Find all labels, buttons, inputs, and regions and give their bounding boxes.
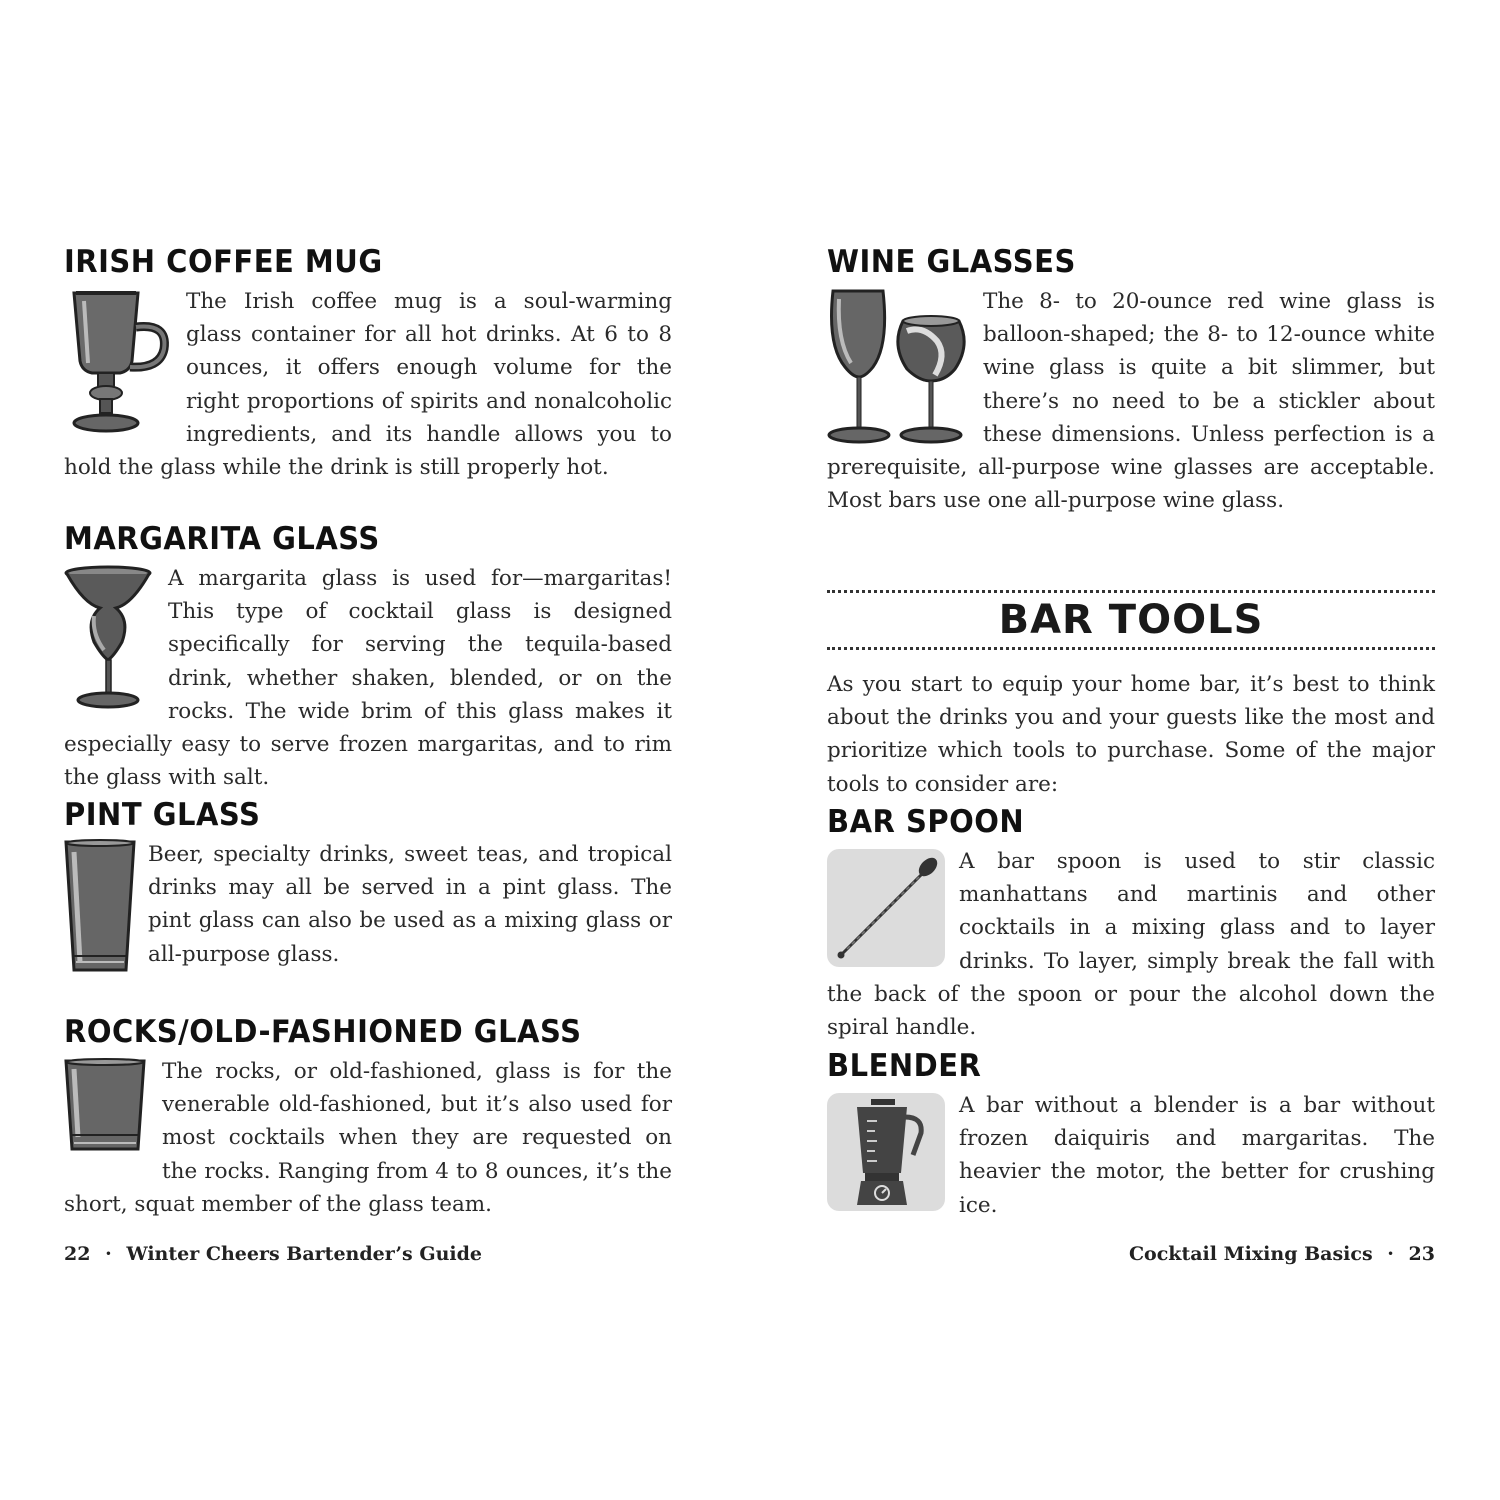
section-body: The Irish coffee mug is a soul-warming glass container for all hot drinks. At 6 to 8 ounces, it offers enough volume for the right proportions of spirits and nonalcoholic ingredients, and its handle allows you to hold the glass while the drink is still properly hot.	[64, 289, 672, 481]
section-irish-coffee-mug	[64, 243, 672, 484]
page-number: 22	[64, 1243, 91, 1265]
chapter-title: Cocktail Mixing Basics	[1128, 1243, 1373, 1265]
footer-separator: ·	[105, 1243, 112, 1265]
section-heading: MARGARITA GLASS	[64, 520, 380, 557]
section-heading: PINT GLASS	[64, 796, 261, 833]
bar-tools-intro	[827, 668, 1435, 801]
left-footer	[64, 1243, 482, 1265]
divider-bottom	[827, 647, 1435, 650]
section-body: Beer, specialty drinks, sweet teas, and tropical drinks may all be served in a pint glass. The pint glass can also be used as a mixing glass or all-purpose glass.	[148, 842, 672, 967]
right-footer	[1129, 1243, 1435, 1265]
irish-coffee-mug-icon	[64, 287, 172, 437]
bar-spoon-icon	[827, 849, 945, 967]
section-body: A margarita glass is used for—margaritas! This type of cocktail glass is designed specifically for serving the tequila-based drink, whether shaken, blended, or on the rocks. The wide brim of this glass makes it especially easy to serve frozen margaritas, and to rim the glass with salt.	[64, 566, 672, 791]
section-blender	[827, 1047, 1435, 1222]
section-margarita-glass	[64, 520, 672, 794]
divider-top	[827, 590, 1435, 593]
section-heading: BLENDER	[827, 1047, 982, 1084]
footer-separator: ·	[1387, 1243, 1394, 1265]
pint-glass-icon	[64, 838, 138, 978]
section-body: A bar without a blender is a bar without frozen daiquiris and margaritas. The heavier the motor, the better for crushing ice.	[959, 1093, 1435, 1218]
section-pint-glass	[64, 796, 672, 978]
bar-tools-title: BAR TOOLS	[998, 597, 1264, 643]
intro-text: As you start to equip your home bar, it’s best to think about the drinks you and your guests like the most and prioritize which tools to purchase. Some of the major tools to consider are:	[827, 672, 1435, 797]
rocks-glass-icon	[64, 1057, 148, 1157]
section-body: The 8- to 20-ounce red wine glass is balloon-shaped; the 8- to 12-ounce white wine glass is quite a bit slimmer, but there’s no need to be a stickler about these dimensions. Unless perfection is a prerequisite, all-purpose wine glasses are acceptable. Most bars use one all-purpose wine glass.	[827, 289, 1435, 514]
margarita-glass-icon	[64, 564, 156, 714]
wine-glasses-icon	[827, 285, 971, 447]
section-bar-spoon	[827, 803, 1435, 1044]
section-body: A bar spoon is used to stir classic manhattans and martinis and other cocktails in a mixing glass and to layer drinks. To layer, simply break the fall with the back of the spoon or pour the alcohol down the spiral handle.	[827, 849, 1435, 1041]
blender-icon	[827, 1093, 945, 1211]
section-heading: WINE GLASSES	[827, 243, 1076, 280]
section-heading: IRISH COFFEE MUG	[64, 243, 383, 280]
page-number: 23	[1408, 1243, 1435, 1265]
section-body: The rocks, or old-fashioned, glass is for the venerable old-fashioned, but it’s also used for most cocktails when they are requested on the rocks. Ranging from 4 to 8 ounces, it’s the short, squat member of the glass team.	[64, 1059, 672, 1217]
section-rocks-glass	[64, 1013, 672, 1221]
book-title: Winter Cheers Bartender’s Guide	[126, 1243, 482, 1265]
section-heading: BAR SPOON	[827, 803, 1025, 840]
section-wine-glasses	[827, 243, 1435, 517]
section-heading: ROCKS/OLD-FASHIONED GLASS	[64, 1013, 582, 1050]
